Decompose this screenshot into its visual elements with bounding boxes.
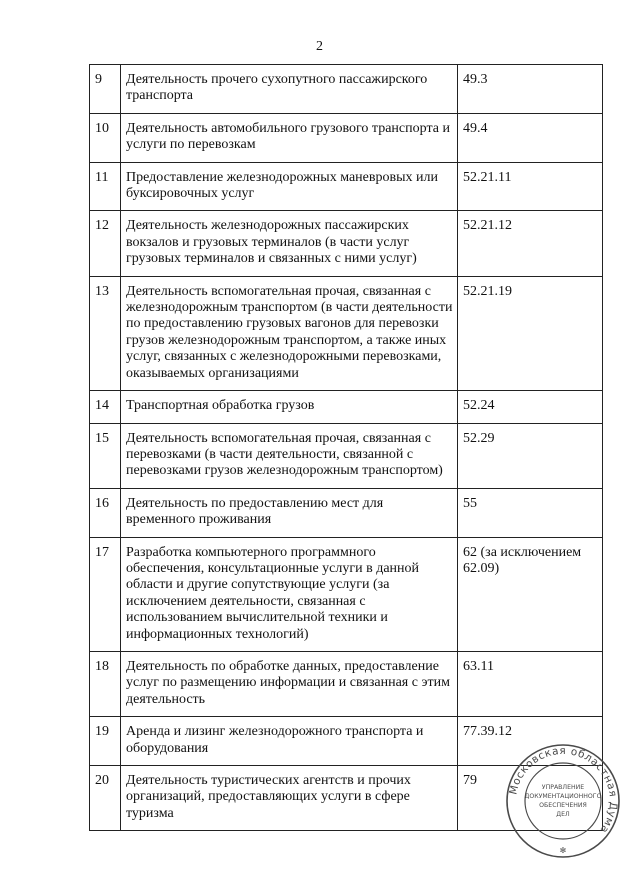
- activity-table: [89, 64, 603, 831]
- official-stamp: [505, 743, 621, 859]
- okved-code: 55: [458, 488, 603, 537]
- okved-code: 63.11: [458, 651, 603, 716]
- table-row: [90, 423, 603, 488]
- stamp-line-1: УПРАВЛЕНИЕ: [541, 784, 585, 791]
- okved-code: 52.29: [458, 423, 603, 488]
- okved-code: 77.39.12: [458, 717, 603, 766]
- activity-description: Деятельность туристических агентств и прочих организаций, предоставляющих услуги в сфере туризма: [121, 766, 458, 831]
- activity-description: Деятельность вспомогательная прочая, связанная с железнодорожным транспортом (в части деятельности по предоставлению грузовых вагонов для перевозки грузов железнодорожным транспортом, а также иных услуг, связанных с железнодорожными перевозками, оказываемых организациями: [121, 276, 458, 390]
- row-number: 18: [90, 651, 121, 716]
- okved-code: 49.4: [458, 113, 603, 162]
- row-number: 10: [90, 113, 121, 162]
- stamp-inner-ring: [525, 763, 601, 839]
- row-number: 17: [90, 537, 121, 651]
- activity-description: Деятельность прочего сухопутного пассажирского транспорта: [121, 65, 458, 114]
- okved-code: 52.21.11: [458, 162, 603, 211]
- okved-code: 52.24: [458, 391, 603, 423]
- row-number: 9: [90, 65, 121, 114]
- table-row: [90, 276, 603, 390]
- activity-description: Предоставление железнодорожных маневровых или буксировочных услуг: [121, 162, 458, 211]
- row-number: 14: [90, 391, 121, 423]
- activity-description: Деятельность по предоставлению мест для временного проживания: [121, 488, 458, 537]
- okved-code: 79: [458, 766, 603, 831]
- row-number: 16: [90, 488, 121, 537]
- table-row: [90, 162, 603, 211]
- stamp-line-2: ДОКУМЕНТАЦИОННОГО: [524, 793, 602, 800]
- table-row: [90, 65, 603, 114]
- row-number: 20: [90, 766, 121, 831]
- okved-code: 52.21.12: [458, 211, 603, 276]
- row-number: 15: [90, 423, 121, 488]
- table-row: [90, 651, 603, 716]
- table-row: [90, 537, 603, 651]
- row-number: 12: [90, 211, 121, 276]
- activity-description: Деятельность по обработке данных, предоставление услуг по размещению информации и связанная с этим деятельность: [121, 651, 458, 716]
- activity-description: Деятельность вспомогательная прочая, связанная с перевозками (в части деятельности, связанной с перевозками грузов железнодорожным транспортом): [121, 423, 458, 488]
- activity-description: Транспортная обработка грузов: [121, 391, 458, 423]
- row-number: 11: [90, 162, 121, 211]
- activity-description: Разработка компьютерного программного обеспечения, консультационные услуги в данной области и другие сопутствующие услуги (за исключением деятельности, связанная с использованием вычислительной техники и информационных технологий): [121, 537, 458, 651]
- stamp-star-icon: ✻: [559, 846, 567, 855]
- activity-description: Аренда и лизинг железнодорожного транспорта и оборудования: [121, 717, 458, 766]
- okved-code: 52.21.19: [458, 276, 603, 390]
- table-row: [90, 211, 603, 276]
- okved-code: 49.3: [458, 65, 603, 114]
- activity-description: Деятельность железнодорожных пассажирских вокзалов и грузовых терминалов (в части услуг грузовых терминалов и связанных с ними услуг): [121, 211, 458, 276]
- row-number: 13: [90, 276, 121, 390]
- table-row: [90, 113, 603, 162]
- stamp-line-4: ДЕЛ: [556, 811, 570, 818]
- okved-code: 62 (за исключением 62.09): [458, 537, 603, 651]
- page-number: 2: [316, 39, 323, 54]
- stamp-ring-text: Московская областная Дума: [507, 744, 620, 836]
- activity-description: Деятельность автомобильного грузового транспорта и услуги по перевозкам: [121, 113, 458, 162]
- row-number: 19: [90, 717, 121, 766]
- stamp-line-3: ОБЕСПЕЧЕНИЯ: [539, 802, 587, 809]
- table-row: [90, 488, 603, 537]
- table-row: [90, 391, 603, 423]
